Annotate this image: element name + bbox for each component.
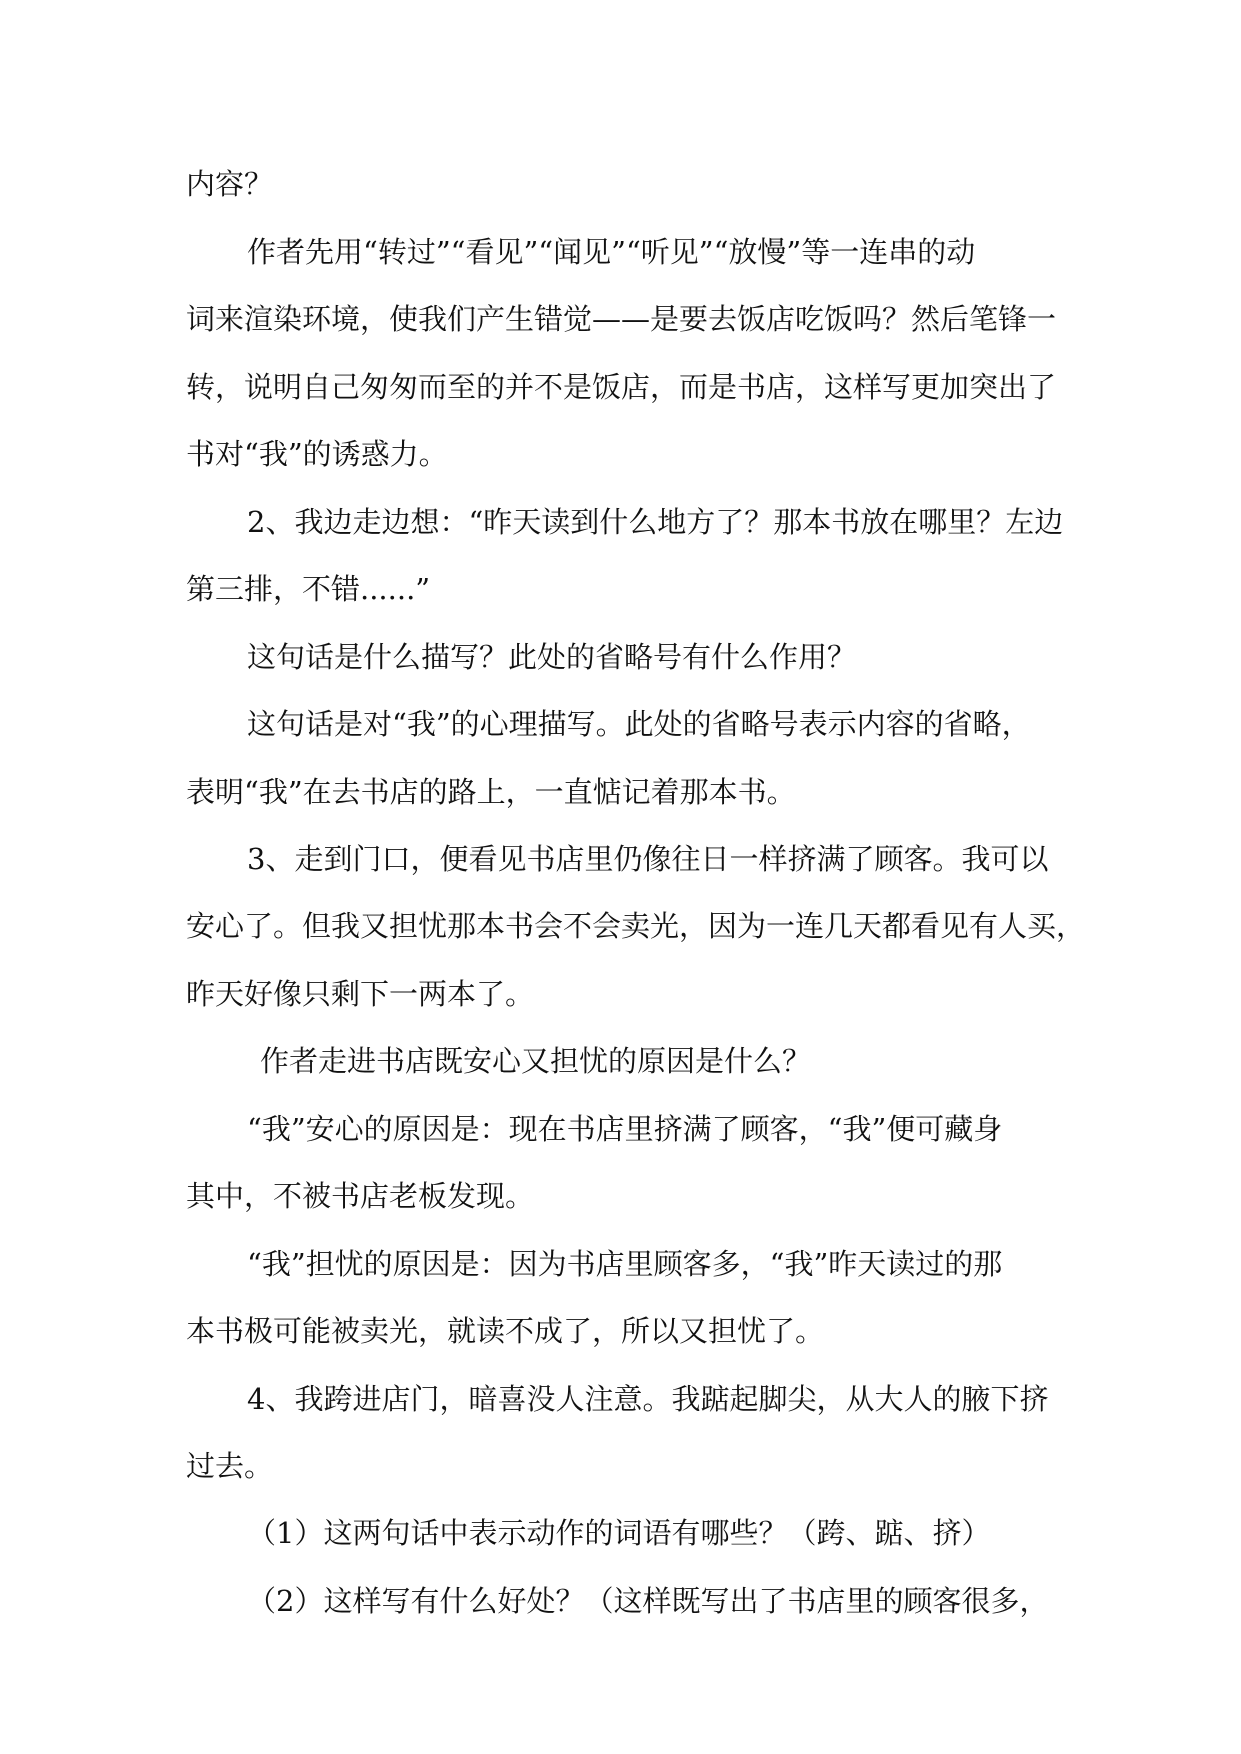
text-line: 词来渲染环境，使我们产生错觉——是要去饭店吃饭吗？然后笔锋一 [186, 302, 1057, 336]
text-line: 表明“我”在去书店的路上，一直惦记着那本书。 [186, 775, 796, 809]
text-line: 昨天好像只剩下一两本了。 [186, 977, 535, 1011]
text-line: 第三排，不错......” [186, 572, 431, 606]
text-line: 作者走进书店既安心又担忧的原因是什么？ [260, 1044, 812, 1078]
text-line: 这句话是对“我”的心理描写。此处的省略号表示内容的省略， [247, 707, 1031, 741]
text-line: 作者先用“转过”“看见”“闻见”“听见”“放慢”等一连串的动 [247, 235, 976, 269]
text-line: （1）这两句话中表示动作的词语有哪些？（跨、踮、挤） [247, 1516, 991, 1550]
text-line: 4、我跨进店门，暗喜没人注意。我踮起脚尖，从大人的腋下挤 [247, 1382, 1049, 1416]
text-line: “我”担忧的原因是：因为书店里顾客多，“我”昨天读过的那 [247, 1247, 1003, 1281]
text-line: “我”安心的原因是：现在书店里挤满了顾客，“我”便可藏身 [247, 1112, 1003, 1146]
text-line: （2）这样写有什么好处？（这样既写出了书店里的顾客很多， [247, 1584, 1049, 1618]
text-line: 这句话是什么描写？此处的省略号有什么作用？ [247, 640, 857, 674]
text-line: 安心了。但我又担忧那本书会不会卖光，因为一连几天都看见有人买， [186, 909, 1086, 943]
text-line: 3、走到门口，便看见书店里仍像往日一样挤满了顾客。我可以 [247, 842, 1049, 876]
text-line: 书对“我”的诱惑力。 [186, 437, 448, 471]
text-line: 转，说明自己匆匆而至的并不是饭店，而是书店，这样写更加突出了 [186, 370, 1057, 404]
text-line: 内容？ [186, 167, 274, 201]
text-line: 2、我边走边想：“昨天读到什么地方了？那本书放在哪里？左边 [247, 505, 1064, 539]
text-line: 其中，不被书店老板发现。 [186, 1179, 535, 1213]
text-line: 过去。 [186, 1449, 274, 1483]
text-line: 本书极可能被卖光，就读不成了，所以又担忧了。 [186, 1314, 825, 1348]
